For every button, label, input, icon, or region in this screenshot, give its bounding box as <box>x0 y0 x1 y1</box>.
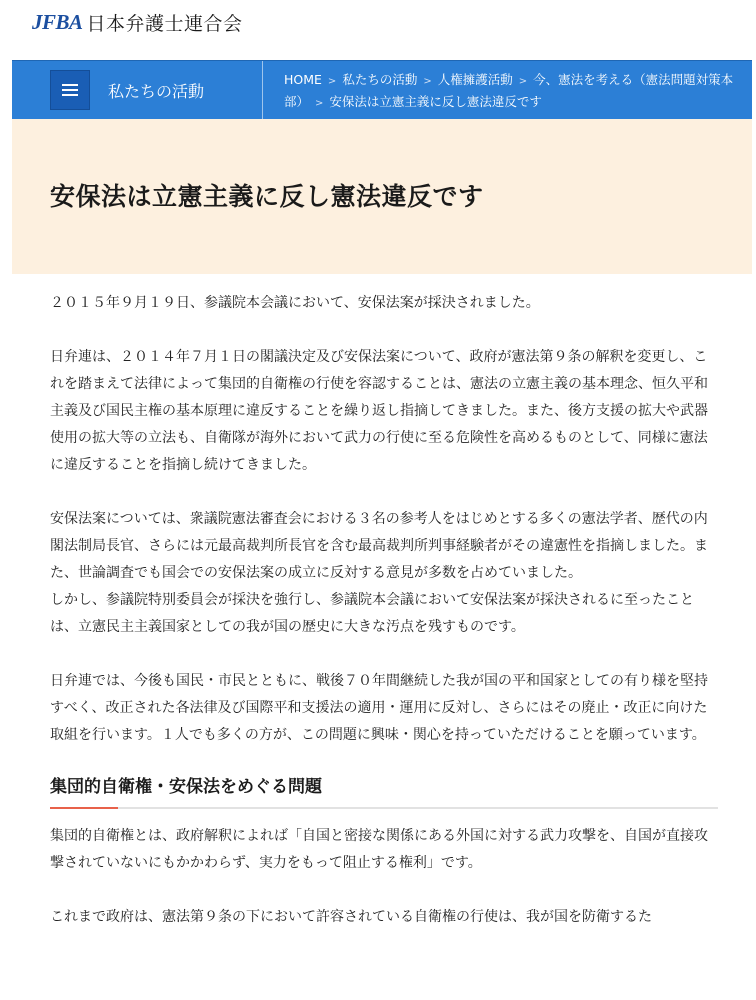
breadcrumb <box>284 70 744 114</box>
breadcrumb-separator-icon: > <box>518 76 528 87</box>
breadcrumb-separator-icon: > <box>423 76 432 87</box>
title-band <box>12 119 752 274</box>
paragraph: 日弁連は、２０１４年７月１日の閣議決定及び安保法案について、政府が憲法第９条の解釈を変更し、これを踏まえて法律によって集団的自衛権の行使を容認することは、憲法の立憲主義の基本理念、恒久平和主義及び国民主権の基本原理に違反することを繰り返し指摘してきました。また、後方支援の拡大や武器使用の拡大等の立法も、自衛隊が海外において武力の行使に至る危険性を高めるものとして、同様に憲法に違反することを指摘し続けてきました。 <box>50 349 708 473</box>
breadcrumb-human-rights-link[interactable]: 人権擁護活動 <box>437 72 513 87</box>
breadcrumb-current: 安保法は立憲主義に反し憲法違反です <box>329 94 542 109</box>
paragraph: 集団的自衛権とは、政府解釈によれば「自国と密接な関係にある外国に対する武力攻撃を、自国が直接攻撃されていないにもかかわらず、実力をもって阻止する権利」です。 <box>50 828 708 871</box>
hamburger-menu-button[interactable] <box>50 70 90 110</box>
section-heading: 集団的自衛権・安保法をめぐる問題 <box>50 777 322 797</box>
page-title: 安保法は立憲主義に反し憲法違反です <box>50 182 484 211</box>
section-nav-bar <box>12 60 752 120</box>
paragraph: しかし、参議院特別委員会が採決を強行し、参議院本会議において安保法案が採決されるに至ったことは、立憲民主主義国家としての我が国の歴史に大きな汚点を残すものです。 <box>50 592 694 635</box>
article-body <box>50 290 718 931</box>
site-header <box>0 0 756 60</box>
breadcrumb-separator-icon: > <box>327 76 337 87</box>
logo-mark: JFBA <box>32 10 83 34</box>
paragraph: ２０１５年９月１９日、参議院本会議において、安保法案が採決されました。 <box>50 295 540 311</box>
breadcrumb-separator-icon: > <box>315 98 324 109</box>
hamburger-icon <box>62 84 78 86</box>
paragraph: これまで政府は、憲法第９条の下において許容されている自衛権の行使は、我が国を防衛するた <box>50 909 652 925</box>
breadcrumb-home-link[interactable]: HOME <box>284 72 322 87</box>
jfba-logo[interactable] <box>32 9 243 36</box>
org-name: 日本弁護士連合会 <box>86 13 243 35</box>
hamburger-icon <box>62 89 78 91</box>
section-heading-rule <box>50 807 718 809</box>
paragraph: 日弁連では、今後も国民・市民とともに、戦後７０年間継続した我が国の平和国家としての有り様を堅持すべく、改正された各法律及び国際平和支援法の適用・運用に反対し、さらにはその廃止・改正に向けた取組を行います。１人でも多くの方が、この問題に興味・関心を持っていただけることを願っています。 <box>50 673 708 743</box>
paragraph: 安保法案については、衆議院憲法審査会における３名の参考人をはじめとする多くの憲法学者、歴代の内閣法制局長官、さらには元最高裁判所長官を含む最高裁判所判事経験者がその違憲性を指摘しました。また、世論調査でも国会での安保法案の成立に反対する意見が多数を占めていました。 <box>50 511 708 581</box>
nav-divider <box>262 61 263 119</box>
breadcrumb-constitution-link[interactable]: 今、憲法を考える（憲法問題対策本部） <box>284 72 734 109</box>
breadcrumb-activities-link[interactable]: 私たちの活動 <box>342 72 418 87</box>
section-label[interactable]: 私たちの活動 <box>108 82 205 101</box>
hamburger-icon <box>62 94 78 96</box>
